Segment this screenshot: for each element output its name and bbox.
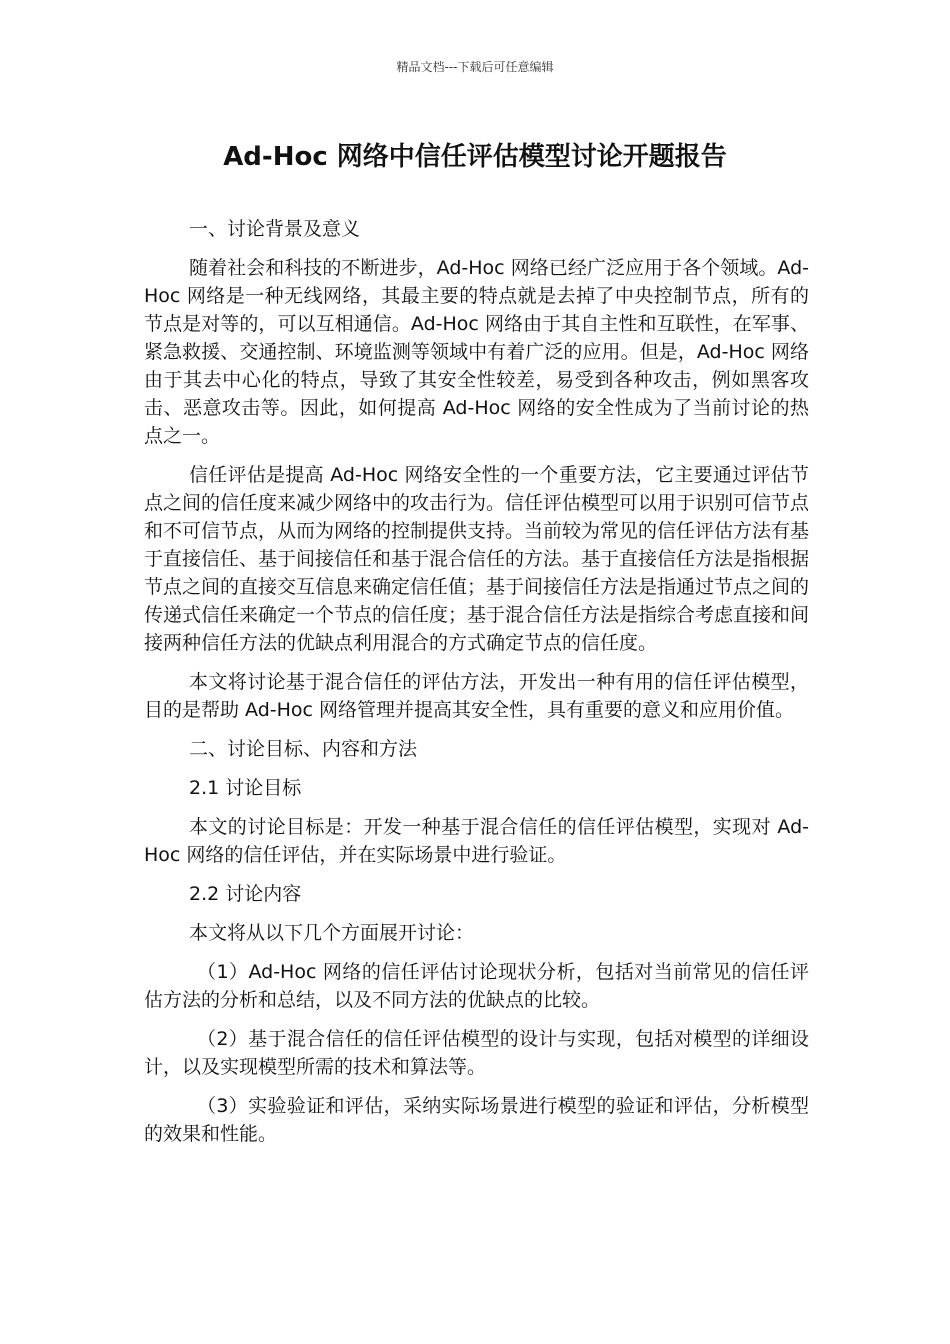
section-heading-goals: 二、讨论目标、内容和方法	[189, 738, 418, 760]
paragraph-trust-evaluation: 信任评估是提高 Ad-Hoc 网络安全性的一个重要方法，它主要通过评估节点之间的信任度来减少网络中的攻击行为。信任评估模型可以用于识别可信节点和不可信节点，从而为网络的控制提供支持。当前较为常见的信任评估方法有基于直接信任、基于间接信任和基于混合信任的方法。基于直接信任方法是指根据节点之间的直接交互信息来确定信任值；基于间接信任方法是指通过节点之间的传递式信任来确定一个节点的信任度；基于混合信任方法是指综合考虑直接和间接两种信任方法的优缺点利用混合的方式确定节点的信任度。	[144, 464, 810, 654]
paragraph-goal: 本文的讨论目标是：开发一种基于混合信任的信任评估模型，实现对 Ad-Hoc 网络的信任评估，并在实际场景中进行验证。	[144, 816, 809, 866]
list-item: （3）实验验证和评估，采纳实际场景进行模型的验证和评估，分析模型的效果和性能。	[144, 1095, 809, 1145]
subsection-heading-content: 2.2 讨论内容	[189, 883, 302, 905]
paragraph-significance: 本文将讨论基于混合信任的评估方法，开发出一种有用的信任评估模型，目的是帮助 Ad-Hoc 网络管理并提高其安全性，具有重要的意义和应用价值。	[144, 671, 809, 721]
paragraph-background: 随着社会和科技的不断进步，Ad-Hoc 网络已经广泛应用于各个领域。Ad-Hoc 网络是一种无线网络，其最主要的特点就是去掉了中央控制节点，所有的节点是对等的，可以互相通信。Ad-Hoc 网络由于其自主性和互联性，在军事、紧急救援、交通控制、环境监测等领域中有着广泛的应用。但是，Ad-Hoc 网络由于其去中心化的特点，导致了其安全性较差，易受到各种攻击，例如黑客攻击、恶意攻击等。因此，如何提高 Ad-Hoc 网络的安全性成为了当前讨论的热点之一。	[144, 257, 809, 447]
page-header: 精品文档---下载后可任意编辑	[396, 60, 554, 74]
document-title: Ad-Hoc 网络中信任评估模型讨论开题报告	[223, 142, 727, 172]
paragraph-content-intro: 本文将从以下几个方面展开讨论：	[189, 922, 475, 944]
section-heading-background: 一、讨论背景及意义	[189, 218, 361, 240]
list-item: （1）Ad-Hoc 网络的信任评估讨论现状分析，包括对当前常见的信任评估方法的分析和总结，以及不同方法的优缺点的比较。	[144, 961, 809, 1011]
list-item: （2）基于混合信任的信任评估模型的设计与实现，包括对模型的详细设计，以及实现模型所需的技术和算法等。	[144, 1028, 809, 1078]
subsection-heading-goal: 2.1 讨论目标	[189, 777, 302, 799]
document-body	[144, 215, 809, 1159]
